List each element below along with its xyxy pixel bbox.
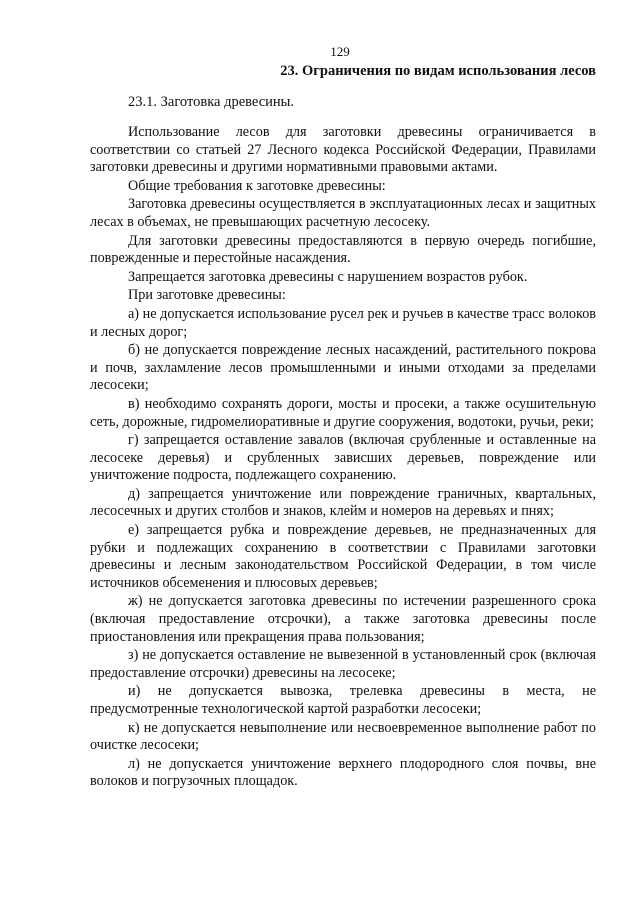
section-heading: 23. Ограничения по видам использования лесов xyxy=(280,63,596,79)
paragraph: Для заготовки древесины предоставляются в первую очередь погибшие, поврежденные и перестойные насаждения. xyxy=(90,232,596,267)
page-number: 129 xyxy=(330,44,350,59)
paragraph: Общие требования к заготовке древесины: xyxy=(128,177,386,194)
document-body xyxy=(90,124,596,792)
list-item: и) не допускается вывозка, трелевка древесины в места, не предусмотренные технологической картой разработки лесосеки; xyxy=(90,683,596,717)
subsection-title: 23.1. Заготовка древесины. xyxy=(128,94,295,110)
list-item: е) запрещается рубка и повреждение деревьев, не предназначенных для рубки и подлежащих сохранению в соответствии с Правилами заготовки древесины и лесным законодательством Российской Федерации, в том числе источников обсеменения и плюсовых деревьев; xyxy=(90,522,596,591)
list-item: г) запрещается оставление завалов (включая срубленные и оставленные на лесосеке деревья) и срубленных зависших деревьев, повреждение или уничтожение подроста, подлежащего сохранению. xyxy=(90,432,596,484)
list-item: л) не допускается уничтожение верхнего плодородного слоя почвы, вне волоков и погрузочных площадок. xyxy=(90,755,596,790)
paragraph: Использование лесов для заготовки древесины ограничивается в соответствии со статьей 27 Лесного кодекса Российской Федерации, Правилами заготовки древесины и другими нормативными правовыми актами. xyxy=(90,124,596,176)
list-item: ж) не допускается заготовка древесины по истечении разрешенного срока (включая предоставление отсрочки), а также заготовка древесины после приостановления или прекращения права пользования; xyxy=(90,593,596,645)
list-item: в) необходимо сохранять дороги, мосты и просеки, а также осушительную сеть, дорожные, гидромелиоративные и другие сооружения, водотоки, ручьи, реки; xyxy=(90,395,596,430)
list-item: к) не допускается невыполнение или несвоевременное выполнение работ по очистке лесосеки; xyxy=(90,719,596,754)
list-item: з) не допускается оставление не вывезенной в установленный срок (включая предоставление отсрочки) древесины на лесосеке; xyxy=(90,647,596,681)
paragraph: Заготовка древесины осуществляется в эксплуатационных лесах и защитных лесах в объемах, не превышающих расчетную лесосеку. xyxy=(90,196,596,230)
paragraph: Запрещается заготовка древесины с нарушением возрастов рубок. xyxy=(128,268,528,285)
list-item: б) не допускается повреждение лесных насаждений, растительного покрова и почв, захламление лесов промышленными и иными отходами за пределами лесосеки; xyxy=(90,342,596,394)
list-item: д) запрещается уничтожение или повреждение граничных, квартальных, лесосечных и других столбов и знаков, клейм и номеров на деревьях и пнях; xyxy=(90,485,596,520)
list-item: а) не допускается использование русел рек и ручьев в качестве трасс волоков и лесных дорог; xyxy=(90,305,596,340)
paragraph: При заготовке древесины: xyxy=(128,287,286,304)
